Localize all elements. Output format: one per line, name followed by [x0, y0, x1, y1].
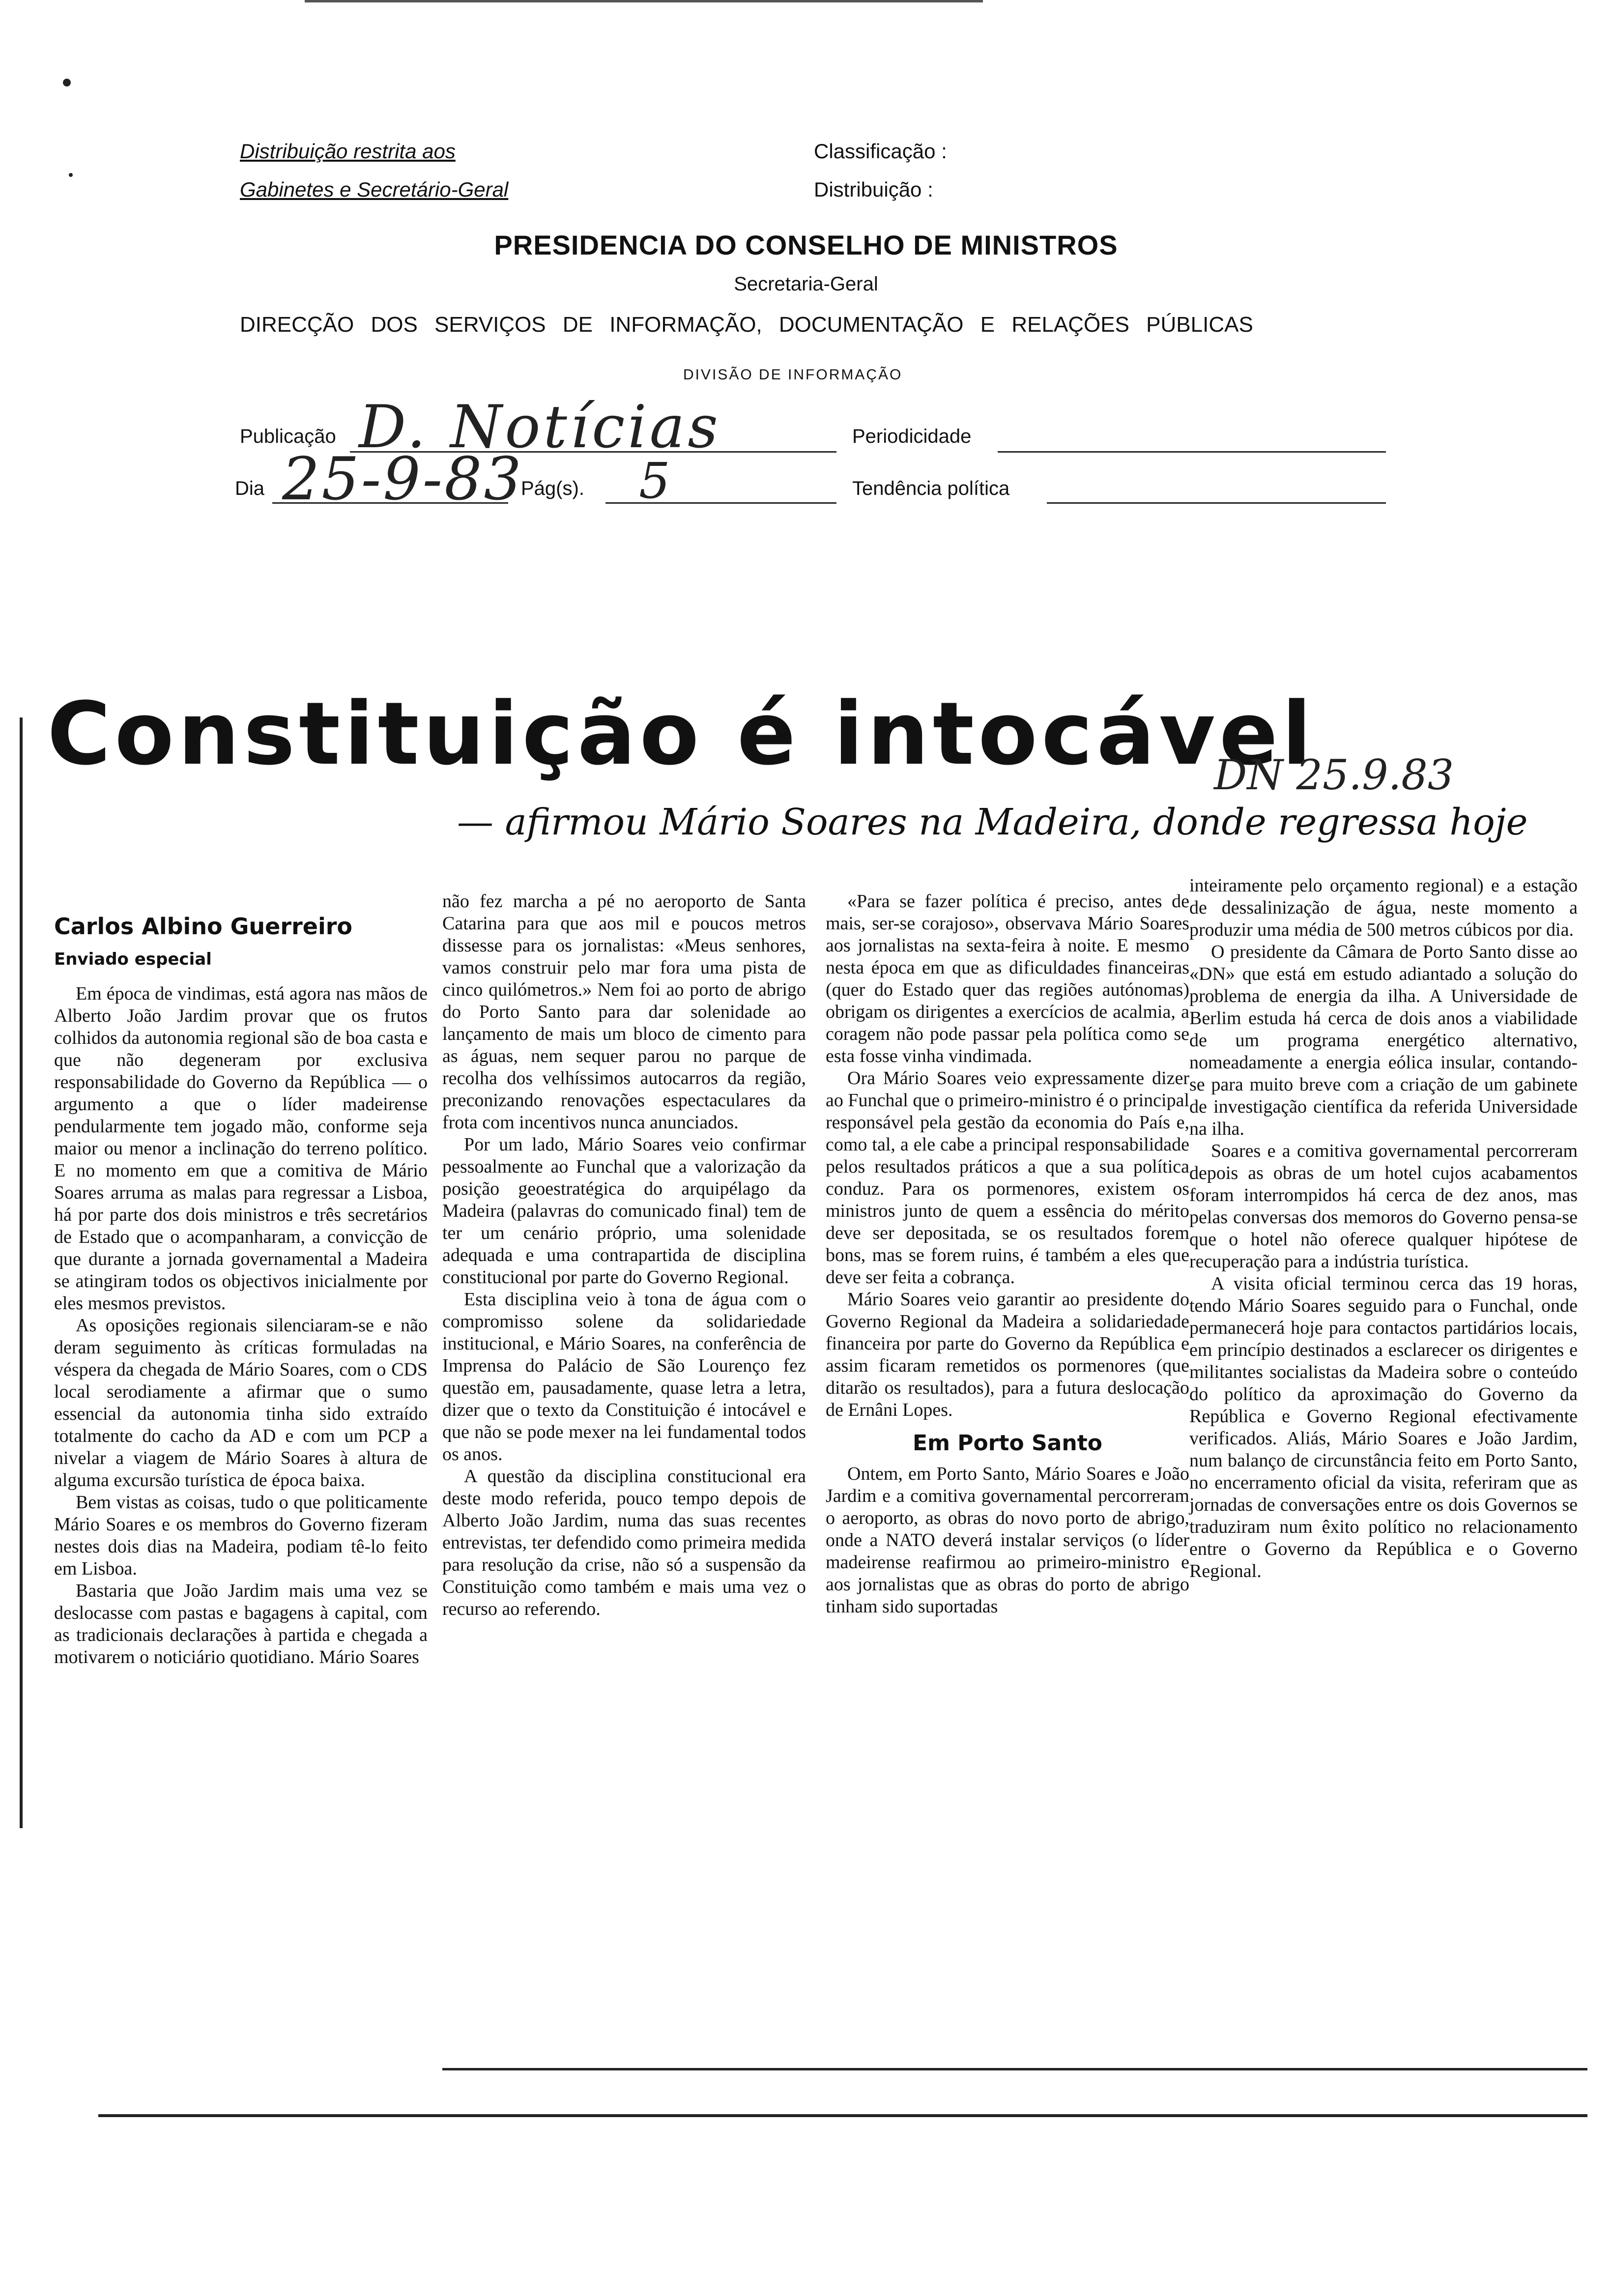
division-name: DIVISÃO DE INFORMAÇÃO: [683, 367, 903, 383]
secretaria-geral: Secretaria-Geral: [734, 273, 878, 295]
day-value: 25-9-83: [282, 445, 523, 514]
paragraph: Em época de vindimas, está agora nas mãos de Alberto João Jardim provar que os frutos colhidos da autonomia regional são de boa casta e que não degeneram por exclusiva responsabilidade do Governo da República — o argumento a que o líder madeirense pendularmente tem jogado mão, conforme seja maior ou menor a inclinação do terreno político. E no momento em que a comitiva de Mário Soares arruma as malas para regressar a Lisboa, há por parte dos dois ministros e três secretários de Estado que o acompanharam, a convicção de que durante a jornada governamental a Madeira se atingiram todos os objectivos inicialmente por eles mesmos previstos.: [54, 983, 428, 1314]
distribution-label: Distribuição :: [814, 178, 933, 201]
scan-speck: [63, 79, 71, 86]
office-name: PRESIDENCIA DO CONSELHO DE MINISTROS: [494, 230, 1118, 260]
paragraph: Soares e a comitiva governamental percorreram depois as obras de um hotel cujos acabamentos foram interrompidos há cerca de dez anos, mas pelas conversas dos memoros do Governo pensa-se que o hotel não oferece qualquer hipótese de recuperação para a indústria turística.: [1189, 1141, 1578, 1272]
clipping-left-edge: [20, 718, 23, 1828]
article-column-2: [442, 890, 806, 1620]
author-name: Carlos Albino Guerreiro: [54, 913, 353, 940]
pages-label: Pág(s).: [521, 478, 584, 499]
section-heading-porto-santo: Em Porto Santo: [913, 1431, 1102, 1456]
paragraph: Bem vistas as coisas, tudo o que politicamente Mário Soares e os membros do Governo fizeram nestes dois dias na Madeira, podiam tê-lo feito em Lisboa.: [54, 1492, 428, 1579]
periodicity-label: Periodicidade: [852, 426, 972, 447]
article-column-1: [54, 983, 428, 1668]
periodicity-line: [998, 451, 1386, 453]
paragraph: Bastaria que João Jardim mais uma vez se deslocasse com pastas e bagagens à capital, com as tradicionais declarações à partida e chegada a motivarem o noticiário quotidiano. Mário Soares: [54, 1580, 428, 1667]
day-label: Dia: [235, 478, 265, 499]
article-headline: Constituição é intocável: [47, 684, 1316, 784]
publication-value: D. Notícias: [359, 393, 721, 461]
author-role: Enviado especial: [54, 949, 212, 969]
political-tendency-line: [1047, 502, 1386, 504]
paragraph: O presidente da Câmara de Porto Santo disse ao «DN» que está em estudo adiantado a solução do problema de energia da ilha. A Universidade de Berlim estuda há cerca de dois anos a viabilidade de um programa energético alternativo, nomeadamente a energia eólica insular, contando-se para muito breve com a criação de um gabinete de investigação científica da referida Universidade na ilha.: [1189, 942, 1578, 1139]
paragraph: Ontem, em Porto Santo, Mário Soares e João Jardim e a comitiva governamental percorreram o aeroporto, as obras do novo porto de abrigo, onde a NATO deverá instalar serviços (o líder madeirense reafirmou ao primeiro-ministro e aos jornalistas que as obras do porto de abrigo tinham sido suportadas: [826, 1464, 1189, 1617]
article-subheadline: — afirmou Mário Soares na Madeira, donde regressa hoje: [457, 801, 1528, 843]
directorate-name: DIRECÇÃO DOS SERVIÇOS DE INFORMAÇÃO, DOCUMENTAÇÃO E RELAÇÕES PÚBLICAS: [240, 313, 1253, 337]
paragraph: não fez marcha a pé no aeroporto de Santa Catarina para que aos mil e poucos metros dissesse para os jornalistas: «Meus senhores, vamos construir pelo mar fora uma pista de cinco quilómetros.» Nem foi ao porto de abrigo do Porto Santo para dar solenidade ao lançamento de mais um bloco de cimento para as águas, nem sequer parou no parque de recolha dos velhíssimos autocarros da região, preconizando renovações espectaculares da frota com incentivos nunca anunciados.: [442, 891, 806, 1133]
political-tendency-label: Tendência política: [852, 478, 1010, 499]
classification-label: Classificação :: [814, 140, 947, 163]
paragraph: Ora Mário Soares veio expressamente dizer ao Funchal que o primeiro-ministro é o principal responsável pela gestão da economia do País e, como tal, a ele cabe a principal responsabilidade pelos resultados práticos a que a sua política conduz. Para os pormenores, existem os ministros junto de quem a essência do mérito deve ser depositada, se os resultados forem bons, mas se forem ruins, é também a eles que deve ser feita a cobrança.: [826, 1068, 1189, 1288]
paragraph: As oposições regionais silenciaram-se e não deram seguimento às críticas formuladas na véspera da chegada de Mário Soares, com o CDS local serodiamente a afirmar que o sumo essencial da autonomia tinha sido extraído totalmente do cacho da AD e com um PCP a nivelar a viagem de Mário Soares à altura de alguma excursão turística de época baixa.: [54, 1315, 428, 1491]
paragraph: Por um lado, Mário Soares veio confirmar pessoalmente ao Funchal que a valorização da posição geoestratégica do arquipélago da Madeira (palavras do comunicado final) tem de ter um cenário próprio, uma solenidade adequada e uma contrapartida de disciplina constitucional por parte do Governo Regional.: [442, 1134, 806, 1288]
clipping-bottom-rule: [98, 2114, 1587, 2117]
pages-value: 5: [639, 452, 670, 510]
paragraph: A visita oficial terminou cerca das 19 horas, tendo Mário Soares seguido para o Funchal, onde permanecerá hoje para contactos partidários locais, em princípio destinados a esclarecer os dirigentes e militantes socialistas da Madeira sobre o conteúdo do político da aproximação do Governo da República e Governo Regional efectivamente verificados. Aliás, Mário Soares e João Jardim, num balanço de circunstância feito em Porto Santo, no encerramento oficial da visita, referiram que as jornadas de conversações entre os dois Governos se traduziram num êxito político no relacionamento entre o Governo da República e o Governo Regional.: [1189, 1273, 1578, 1581]
paragraph: «Para se fazer política é preciso, antes de mais, ser-se corajoso», observava Mário Soares aos jornalistas na sexta-feira à noite. E mesmo nesta época em que as dificuldades financeiras (quer do Estado quer das regiões autónomas) obrigam os dirigentes a exercícios de acalmia, a coragem não pode passar pela política como se esta fosse vinha vindimada.: [826, 891, 1189, 1066]
clipping-stamp: DN 25.9.83: [1214, 751, 1454, 799]
paragraph: Mário Soares veio garantir ao presidente do Governo Regional da Madeira a solidariedade financeira por parte do Governo da República e assim ficaram remetidos os pormenores (que ditarão os resultados), para a futura deslocação de Ernâni Lopes.: [826, 1289, 1189, 1420]
publication-label: Publicação: [240, 426, 336, 447]
distribution-restricted-line1: Distribuição restrita aos: [240, 140, 456, 163]
article-column-3: [826, 890, 1189, 1618]
distribution-restricted-line2: Gabinetes e Secretário-Geral: [240, 178, 509, 201]
scan-top-edge: [305, 0, 983, 2]
scan-speck: [69, 173, 73, 177]
article-column-4: [1189, 875, 1578, 1582]
paragraph: A questão da disciplina constitucional era deste modo referida, pouco tempo depois de Alberto João Jardim, numa das suas recentes entrevistas, ter defendido como primeira medida para resolução da crise, não só a suspensão da Constituição como também e mais uma vez o recurso ao referendo.: [442, 1466, 806, 1619]
article-bottom-rule: [442, 2068, 1587, 2070]
paragraph: inteiramente pelo orçamento regional) e a estação de dessalinização de água, neste momento a produzir uma média de 500 metros cúbicos por dia.: [1189, 875, 1578, 940]
paragraph: Esta disciplina veio à tona de água com o compromisso solene da solidariedade institucional, e Mário Soares, na conferência de Imprensa do Palácio de São Lourenço fez questão em, pausadamente, quase letra a letra, dizer que o texto da Constituição é intocável e que não se pode mexer na lei fundamental todos os anos.: [442, 1289, 806, 1464]
